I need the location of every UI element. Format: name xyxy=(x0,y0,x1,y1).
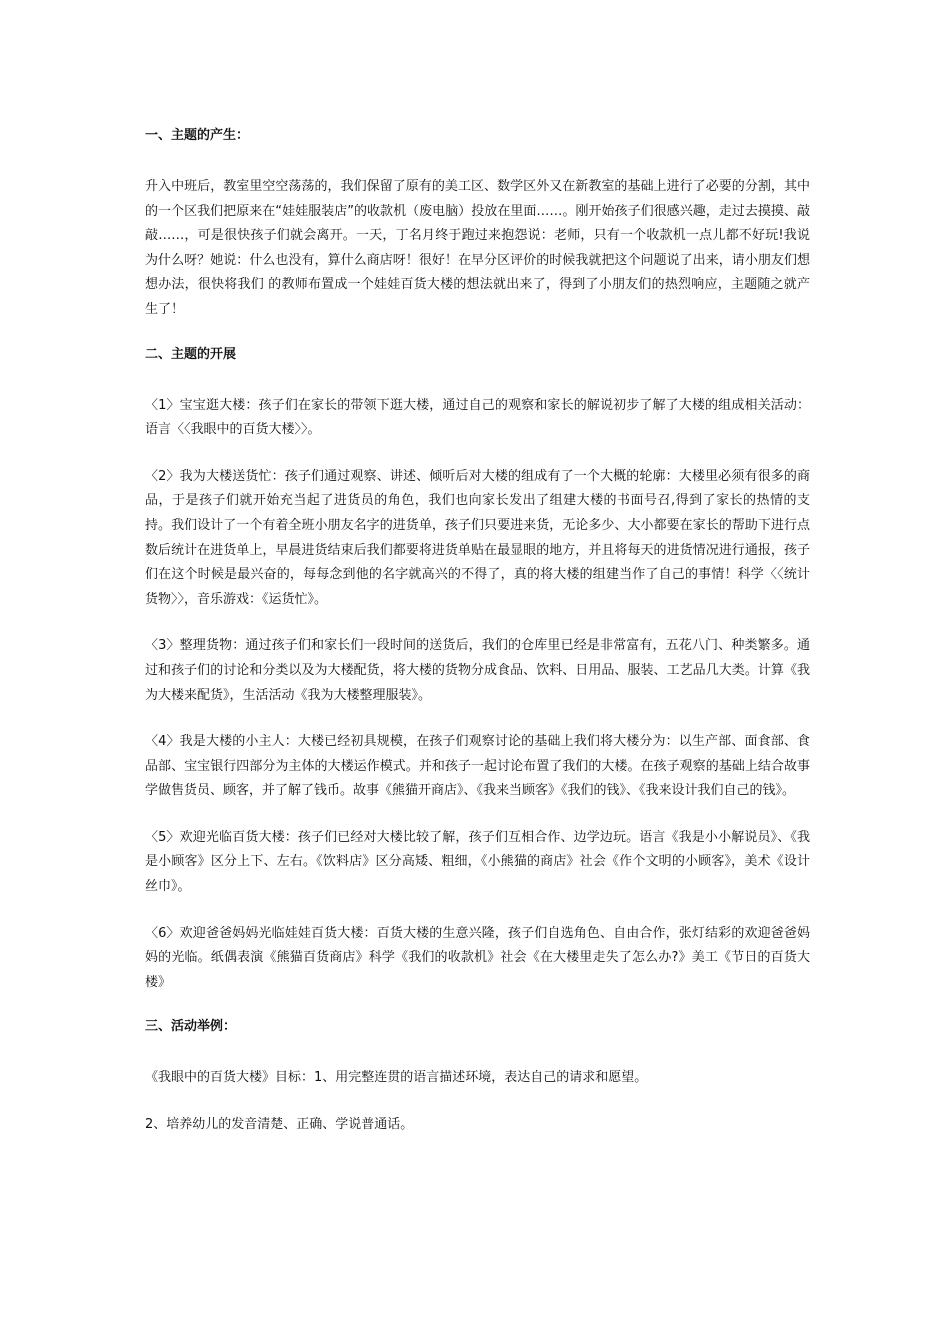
section-1-paragraph: 升入中班后，教室里空空荡荡的，我们保留了原有的美工区、数学区外又在新教室的基础上进行了必要的分割，其中的一个区我们把原来在“娃娃服装店”的收款机（废电脑）投放在里面……。刚开始孩子们很感兴趣，走过去摸摸、敲敲……，可是很快孩子们就会离开。一天，丁名月终于跑过来抱怨说：老师，只有一个收款机一点儿都不好玩!我说为什么呀？她说：什么也没有，算什么商店呀！很好！在早分区评价的时候我就把这个问题说了出来，请小朋友们想想办法，很快将我们 的教师布置成一个娃娃百货大楼的想法就出来了，得到了小朋友们的热烈响应，主题随之就产生了！ xyxy=(145,179,810,317)
activity-item-6: 〈6〉欢迎爸爸妈妈光临娃娃百货大楼：百货大楼的生意兴隆，孩子们自选角色、自由合作，张灯结彩的欢迎爸爸妈妈的光临。纸偶表演《熊猫百货商店》科学《我们的收款机》社会《在大楼里走失了怎么办?》美工《节日的百货大楼》 xyxy=(145,925,810,990)
section-heading-3: 三、活动举例： xyxy=(145,1019,237,1035)
section-heading-1: 一、主题的产生： xyxy=(145,128,250,143)
activity-item-3: 〈3〉整理货物：通过孩子们和家长们一段时间的送货后，我们的仓库里已经是非常富有，五花八门、种类繁多。通过和孩子们的讨论和分类以及为大楼配货，将大楼的货物分成食品、饮料、日用品、服装、工艺品几大类。计算《我为大楼来配货》，生活活动《我为大楼整理服装》。 xyxy=(145,638,810,703)
activity-item-2: 〈2〉我为大楼送货忙：孩子们通过观察、讲述、倾听后对大楼的组成有了一个大概的轮廓：大楼里必须有很多的商品，于是孩子们就开始充当起了进货员的角色，我们也向家长发出了组建大楼的书面号召,得到了家长的热情的支持。我们设计了一个有着全班小朋友名字的进货单，孩子们只要进来货，无论多少、大小都要在家长的帮助下进行点数后统计在进货单上，早晨进货结束后我们都要将进货单贴在最显眼的地方，并且将每天的进货情况进行通报，孩子们在这个时候是最兴奋的，每每念到他的名字就高兴的不得了，真的将大楼的组建当作了自己的事情！科学〈〈统计货物〉〉，音乐游戏：《运货忙》。 xyxy=(145,468,810,607)
example-goal-1: 《我眼中的百货大楼》目标：1、用完整连贯的语言描述环境，表达自己的请求和愿望。 xyxy=(145,1070,648,1086)
example-goal-2: 2、培养幼儿的发音清楚、正确、学说普通话。 xyxy=(145,1117,414,1133)
activity-item-5: 〈5〉欢迎光临百货大楼：孩子们已经对大楼比较了解，孩子们互相合作、边学边玩。语言《我是小小解说员》、《我是小顾客》区分上下、左右。《饮料店》区分高矮、粗细，《小熊猫的商店》社会《作个文明的小顾客》，美术《设计丝巾》。 xyxy=(145,829,810,895)
activity-item-1: 〈1〉宝宝逛大楼：孩子们在家长的带领下逛大楼，通过自己的观察和家长的解说初步了解了大楼的组成相关活动：语言〈〈我眼中的百货大楼〉〉。 xyxy=(145,397,810,438)
activity-item-4: 〈4〉我是大楼的小主人：大楼已经初具规模，在孩子们观察讨论的基础上我们将大楼分为：以生产部、面食部、食品部、宝宝银行四部分为主体的大楼运作模式。并和孩子一起讨论布置了我们的大楼。在孩子观察的基础上结合故事学做售货员、顾客，并了解了钱币。故事《熊猫开商店》、《我来当顾客》《我们的钱》、《我来设计我们自己的钱》。 xyxy=(145,734,810,799)
section-heading-2: 二、主题的开展 xyxy=(145,346,237,362)
document-page xyxy=(145,126,810,1138)
